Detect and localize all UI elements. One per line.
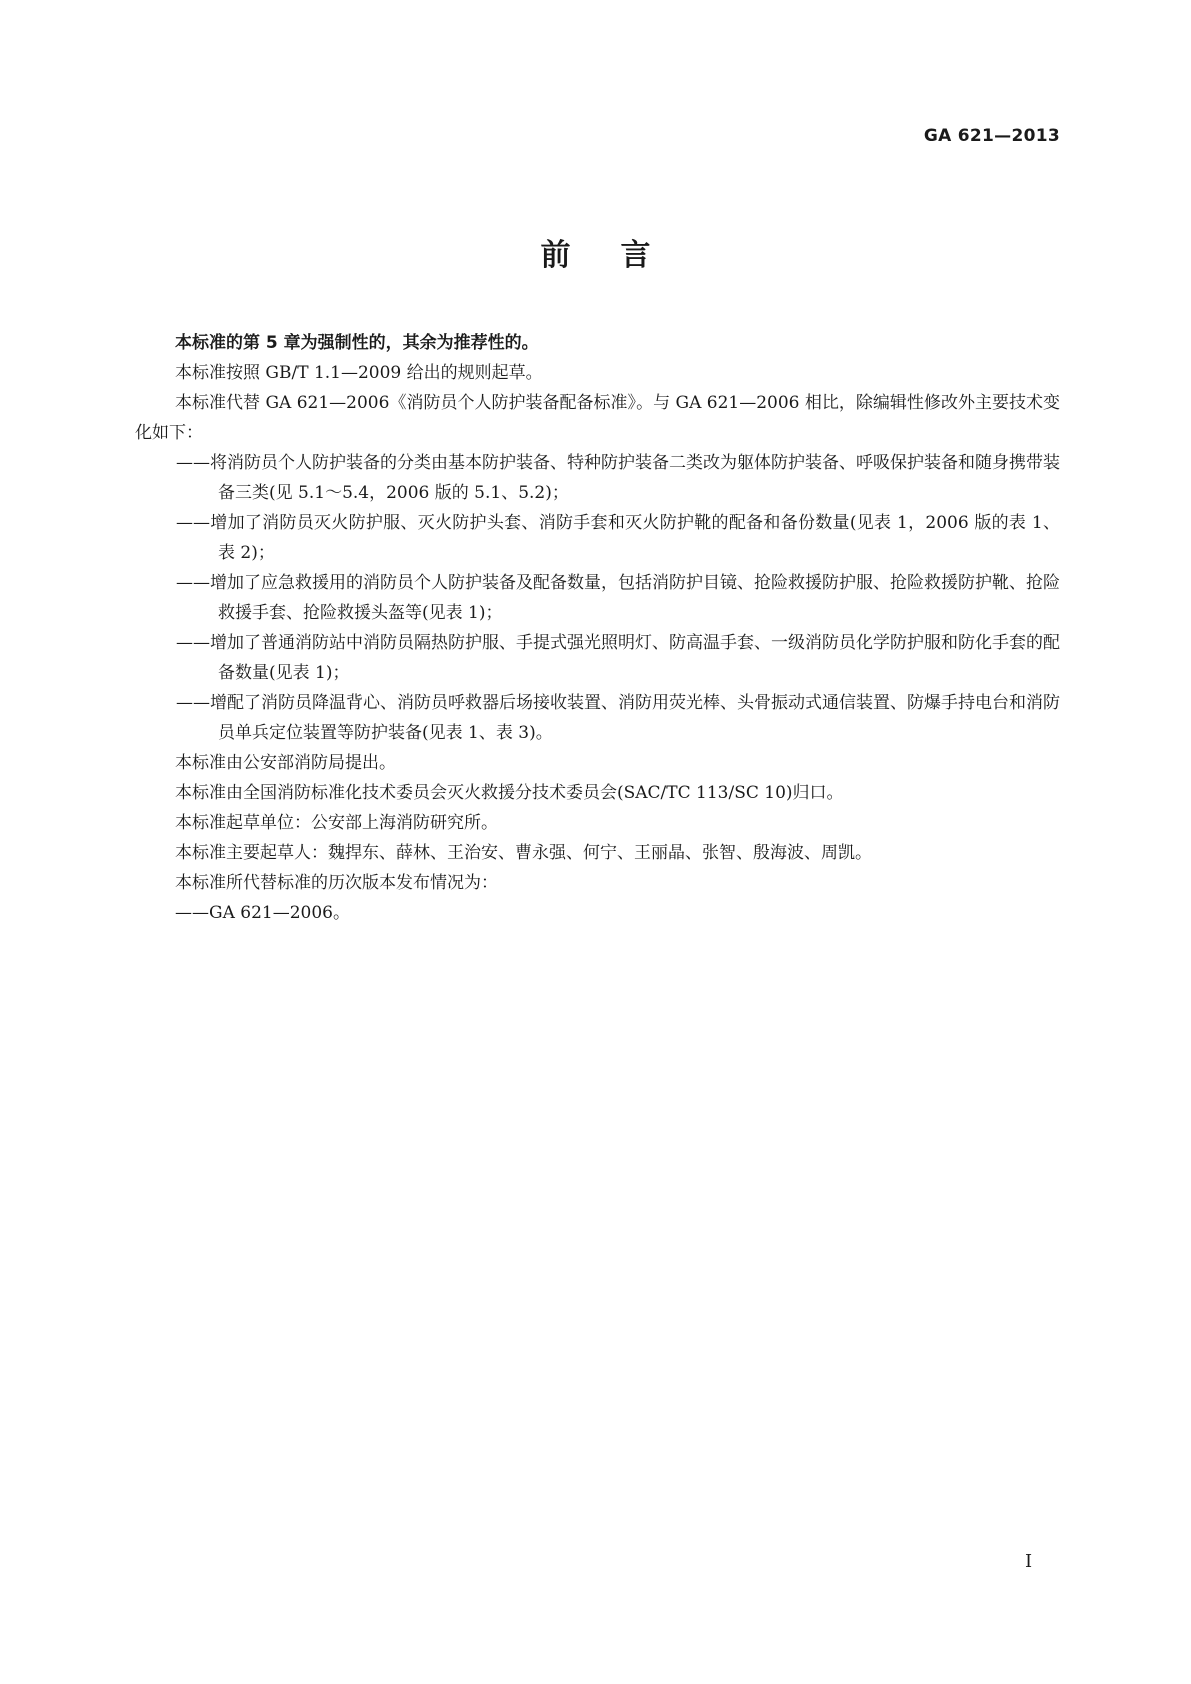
change-list-item: ——增加了应急救援用的消防员个人防护装备及配备数量，包括消防护目镜、抢险救援防护服、抢险救援防护靴、抢险救援手套、抢险救援头盔等(见表 1)； [176, 573, 1060, 623]
drafting-rules-statement: 本标准按照 GB/T 1.1—2009 给出的规则起草。 [175, 363, 543, 383]
mandatory-clause-statement: 本标准的第 5 章为强制性的，其余为推荐性的。 [175, 333, 539, 353]
page-title: 前言 [540, 238, 701, 273]
previous-edition-item: ——GA 621—2006。 [175, 903, 350, 923]
proposer-statement: 本标准由公安部消防局提出。 [175, 753, 396, 773]
change-list-item: ——增配了消防员降温背心、消防员呼救器后场接收装置、消防用荧光棒、头骨振动式通信装置、防爆手持电台和消防员单兵定位装置等防护装备(见表 1、表 3)。 [176, 693, 1060, 743]
change-list-item: ——增加了消防员灭火防护服、灭火防护头套、消防手套和灭火防护靴的配备和备份数量(见表 1，2006 版的表 1、表 2)； [176, 513, 1060, 563]
previous-editions-intro: 本标准所代替标准的历次版本发布情况为： [175, 873, 498, 893]
main-drafters: 本标准主要起草人：魏捍东、薛林、王治安、曹永强、何宁、王丽晶、张智、殷海波、周凯。 [175, 843, 872, 863]
page-number: I [1025, 1551, 1033, 1572]
document-body [135, 328, 1060, 928]
drafting-organization: 本标准起草单位：公安部上海消防研究所。 [175, 813, 498, 833]
change-list-item: ——将消防员个人防护装备的分类由基本防护装备、特种防护装备二类改为躯体防护装备、呼吸保护装备和随身携带装备三类(见 5.1～5.4，2006 版的 5.1、5.2)； [176, 453, 1060, 503]
change-list-item: ——增加了普通消防站中消防员隔热防护服、手提式强光照明灯、防高温手套、一级消防员化学防护服和防化手套的配备数量(见表 1)； [176, 633, 1060, 683]
administration-statement: 本标准由全国消防标准化技术委员会灭火救援分技术委员会(SAC/TC 113/SC 10)归口。 [175, 783, 844, 803]
replacement-statement: 本标准代替 GA 621—2006《消防员个人防护装备配备标准》。与 GA 621—2006 相比，除编辑性修改外主要技术变化如下： [135, 393, 1060, 443]
document-code: GA 621—2013 [923, 126, 1060, 146]
